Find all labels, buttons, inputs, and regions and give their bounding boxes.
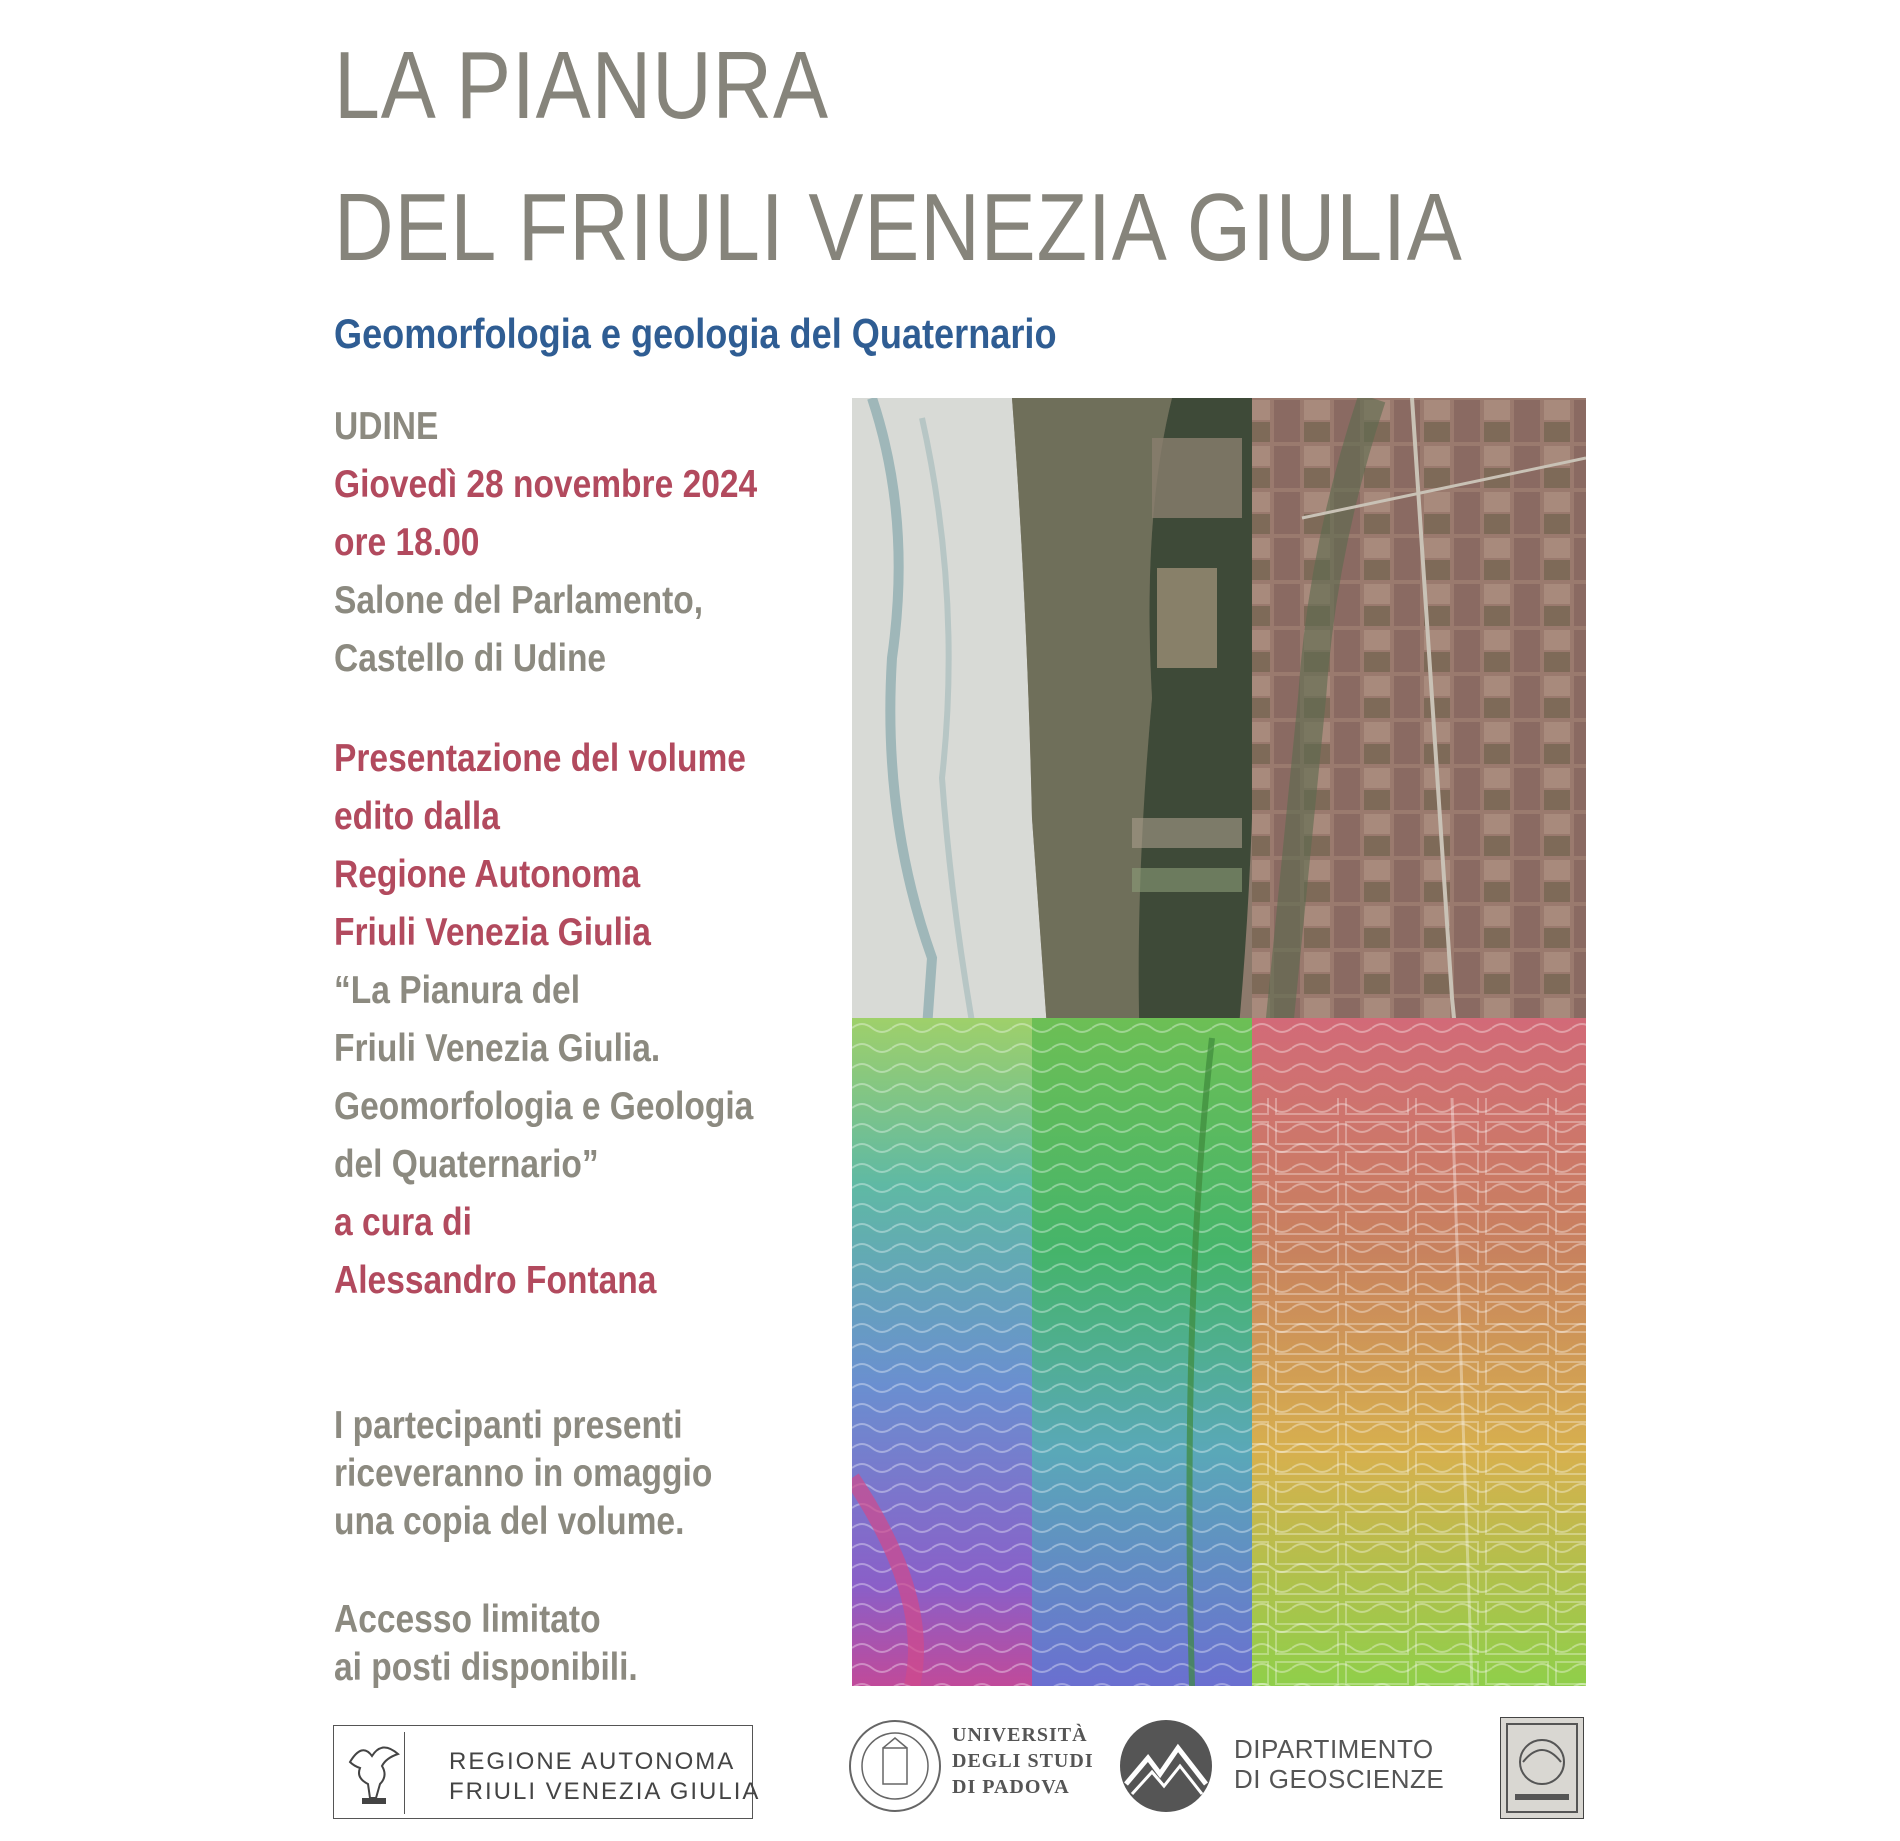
event-date: Giovedì 28 novembre 2024 bbox=[334, 463, 758, 506]
access-note bbox=[334, 1596, 687, 1692]
university-seal-icon bbox=[847, 1718, 943, 1814]
spacer bbox=[334, 688, 804, 730]
event-time: ore 18.00 bbox=[334, 521, 480, 564]
title-line-2: DEL FRIULI VENEZIA GIULIA bbox=[334, 174, 1463, 281]
editor-name: Alessandro Fontana bbox=[334, 1259, 657, 1302]
presentation-line-4: Friuli Venezia Giulia bbox=[334, 911, 651, 954]
university-name-line-2: DEGLI STUDI bbox=[952, 1750, 1094, 1772]
aerial-terrain-image bbox=[852, 398, 1586, 1686]
event-venue-line-2: Castello di Udine bbox=[334, 637, 607, 680]
stamp-icon bbox=[1500, 1717, 1584, 1819]
presentation-line-1: Presentazione del volume bbox=[334, 737, 746, 780]
access-note-line-2: ai posti disponibili. bbox=[334, 1646, 638, 1689]
book-title-line-3: Geomorfologia e Geologia bbox=[334, 1085, 754, 1128]
presentation-line-2: edito dalla bbox=[334, 795, 500, 838]
region-logo bbox=[333, 1725, 761, 1819]
book-title-line-2: Friuli Venezia Giulia. bbox=[334, 1027, 661, 1070]
event-info bbox=[334, 398, 804, 1310]
access-note-line-1: Accesso limitato bbox=[334, 1598, 601, 1641]
university-name-line-1: UNIVERSITÀ bbox=[952, 1724, 1088, 1746]
gift-note-line-3: una copia del volume. bbox=[334, 1500, 685, 1543]
department-name-line-1: DIPARTIMENTO bbox=[1234, 1734, 1434, 1764]
editor-intro: a cura di bbox=[334, 1201, 472, 1244]
event-venue-line-1: Salone del Parlamento, bbox=[334, 579, 704, 622]
gift-note-line-1: I partecipanti presenti bbox=[334, 1404, 683, 1447]
region-name-line-1: REGIONE AUTONOMA bbox=[449, 1748, 736, 1775]
university-name-line-3: DI PADOVA bbox=[952, 1776, 1070, 1798]
event-city: UDINE bbox=[334, 405, 439, 448]
presentation-line-3: Regione Autonoma bbox=[334, 853, 641, 896]
book-title-line-1: “La Pianura del bbox=[334, 969, 581, 1012]
eagle-icon bbox=[342, 1732, 405, 1814]
region-name-line-2: FRIULI VENEZIA GIULIA bbox=[449, 1778, 761, 1805]
subtitle: Geomorfologia e geologia del Quaternario bbox=[334, 310, 1057, 357]
department-name-line-2: DI GEOSCIENZE bbox=[1234, 1764, 1445, 1794]
mountain-icon bbox=[1118, 1718, 1214, 1814]
gift-note bbox=[334, 1402, 774, 1546]
book-title-line-4: del Quaternario” bbox=[334, 1143, 599, 1186]
department-name bbox=[1234, 1734, 1444, 1794]
university-name bbox=[952, 1722, 1094, 1800]
title-line-1: LA PIANURA bbox=[334, 32, 829, 139]
gift-note-line-2: riceveranno in omaggio bbox=[334, 1452, 713, 1495]
